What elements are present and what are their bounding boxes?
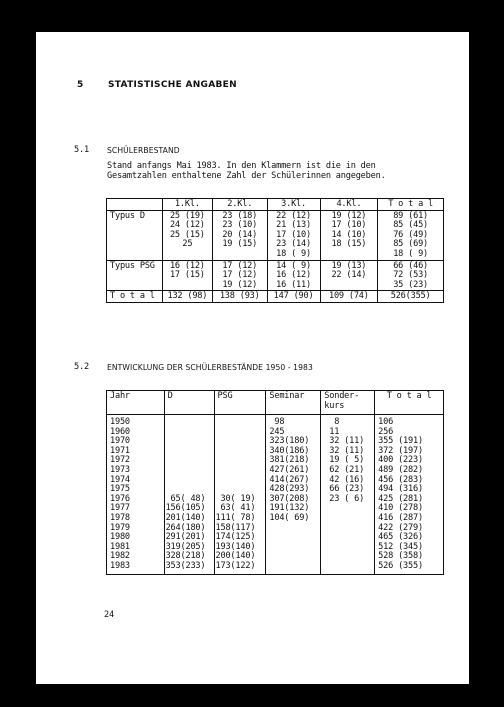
- cell-line: 1977: [110, 503, 130, 514]
- header-cell: Sonder- kurs: [321, 391, 375, 415]
- entwicklung-table: [106, 390, 444, 575]
- cell-lines: [378, 260, 444, 291]
- cell-line: 85 (69): [393, 239, 429, 250]
- cell-line: 18 ( 9): [276, 248, 311, 259]
- cell-line: 1979: [110, 522, 130, 533]
- cell-line: 319(205): [165, 541, 206, 552]
- cell-line: 65( 48): [165, 493, 206, 504]
- cell-line: 30( 19): [215, 493, 256, 504]
- cell-line: [269, 533, 317, 543]
- section1-title: SCHÜLERBESTAND: [107, 146, 180, 155]
- cell-line: 1982: [110, 551, 130, 562]
- cell-line: 528 (358): [378, 551, 423, 562]
- cell-line: 11: [324, 426, 340, 437]
- header-cell: [107, 199, 163, 211]
- column-jahr: [107, 415, 165, 575]
- cell-line: 1974: [110, 474, 130, 485]
- cell-line: [269, 552, 317, 562]
- table-row: [107, 415, 444, 575]
- cell-line: [216, 437, 263, 447]
- chapter-number: 5: [77, 80, 84, 90]
- cell-line: [166, 456, 211, 466]
- cell-line: 72 (53): [393, 270, 429, 281]
- cell-line: [269, 562, 317, 572]
- cell-line: 489 (282): [378, 464, 423, 475]
- cell-line: 18 (15): [331, 239, 367, 250]
- cell-line: 24 (12): [169, 220, 205, 231]
- cell-line: 20 (14): [222, 229, 258, 240]
- header-cell: Jahr: [107, 391, 165, 415]
- cell-line: 245: [269, 426, 285, 437]
- cell-line: 17 (12): [222, 260, 258, 271]
- cell-lines: [212, 260, 267, 291]
- cell-line: 23 ( 6): [324, 493, 365, 504]
- cell-line: 381(218): [269, 455, 310, 466]
- cell-line: 512 (345): [378, 541, 423, 552]
- cell-line: 8: [324, 417, 340, 427]
- cell-lines: [212, 291, 267, 303]
- cell-line: 98: [269, 417, 285, 427]
- cell-line: [324, 543, 371, 553]
- cell-line: 85 (45): [393, 220, 429, 231]
- header-cell: 1.Kl.: [162, 199, 212, 211]
- cell-line: 353(233): [165, 560, 206, 571]
- cell-line: 1972: [110, 455, 130, 466]
- cell-line: [216, 428, 263, 438]
- cell-line: 1983: [110, 560, 130, 571]
- cell-lines: [320, 260, 378, 291]
- table-header-row: [107, 199, 444, 211]
- section1-number: 5.1: [74, 145, 89, 155]
- cell-line: [324, 504, 371, 514]
- cell-line: 355 (191): [378, 436, 423, 447]
- cell-line: [324, 524, 371, 534]
- cell-line: 147 (90): [273, 291, 314, 302]
- cell-line: 428(293): [269, 484, 310, 495]
- cell-line: [269, 524, 317, 534]
- cell-line: 173(122): [215, 560, 256, 571]
- section2-number: 5.2: [74, 362, 89, 372]
- cell-line: 400 (223): [378, 455, 423, 466]
- cell-line: 158(117): [215, 522, 256, 533]
- cell-line: 1973: [110, 464, 130, 475]
- column-seminar: [266, 415, 321, 575]
- cell-lines: [267, 210, 320, 260]
- header-cell: PSG: [214, 391, 266, 415]
- cell-line: 23 (10): [222, 220, 258, 231]
- cell-line: [166, 418, 211, 428]
- cell-line: 18 ( 9): [393, 248, 429, 259]
- cell-line: [324, 533, 371, 543]
- cell-line: 1976: [110, 493, 130, 504]
- section1-intro-line2: Gesamtzahlen enthaltene Zahl der Schülerinnen angegeben.: [107, 171, 386, 181]
- cell-line: 264(180): [165, 522, 206, 533]
- cell-line: 425 (281): [378, 493, 423, 504]
- cell-line: [216, 456, 263, 466]
- header-cell: D: [164, 391, 214, 415]
- cell-lines: [212, 210, 267, 260]
- cell-line: 19 (13): [331, 260, 367, 271]
- cell-line: 1970: [110, 436, 130, 447]
- cell-line: 156(105): [165, 503, 206, 514]
- cell-line: [216, 418, 263, 428]
- cell-line: 340(186): [269, 445, 310, 456]
- cell-line: 14 ( 9): [276, 260, 311, 271]
- cell-line: 32 (11): [324, 436, 365, 447]
- cell-line: [324, 514, 371, 524]
- section2-title: ENTWICKLUNG DER SCHÜLERBESTÄNDE 1950 - 1983: [107, 363, 313, 372]
- cell-line: 132 (98): [167, 291, 208, 302]
- cell-line: [166, 466, 211, 476]
- cell-line: 23 (14): [276, 239, 311, 250]
- row-label: T o t a l: [107, 291, 163, 303]
- cell-lines: [162, 291, 212, 303]
- cell-lines: [320, 210, 378, 260]
- cell-line: 16 (12): [276, 270, 311, 281]
- cell-line: 25: [182, 239, 193, 250]
- table-row: [107, 210, 444, 260]
- cell-line: 307(208): [269, 493, 310, 504]
- cell-line: 1971: [110, 445, 130, 456]
- cell-line: 323(180): [269, 436, 310, 447]
- cell-line: 372 (197): [378, 445, 423, 456]
- cell-line: [166, 437, 211, 447]
- cell-line: 22 (14): [331, 270, 367, 281]
- header-cell: 3.Kl.: [267, 199, 320, 211]
- cell-line: [324, 552, 371, 562]
- cell-line: 23 (18): [222, 210, 258, 221]
- cell-line: 111( 78): [215, 512, 256, 523]
- cell-line: 109 (74): [328, 291, 369, 302]
- column-sonderkurs: [321, 415, 375, 575]
- row-label: Typus PSG: [107, 260, 163, 291]
- cell-line: 19 ( 5): [324, 455, 365, 466]
- schuelerbestand-table: [106, 198, 444, 303]
- cell-line: 17 (15): [169, 270, 205, 281]
- cell-lines: [378, 291, 444, 303]
- column-psg: [214, 415, 266, 575]
- table-header-row: [107, 391, 444, 415]
- cell-lines: [267, 260, 320, 291]
- chapter-title: STATISTISCHE ANGABEN: [108, 80, 237, 90]
- cell-line: 174(125): [215, 532, 256, 543]
- cell-line: [216, 447, 263, 457]
- cell-line: 17 (10): [276, 229, 311, 240]
- cell-line: 456 (283): [378, 474, 423, 485]
- cell-line: 17 (12): [222, 270, 258, 281]
- page-number: 24: [104, 610, 114, 620]
- column-d: [164, 415, 214, 575]
- cell-line: [166, 428, 211, 438]
- cell-line: 35 (23): [393, 279, 429, 290]
- cell-line: 410 (278): [378, 503, 423, 514]
- cell-line: 1980: [110, 532, 130, 543]
- header-cell: Seminar: [266, 391, 321, 415]
- cell-line: 17 (10): [331, 220, 367, 231]
- cell-line: 1981: [110, 541, 130, 552]
- cell-line: 32 (11): [324, 445, 365, 456]
- cell-line: 191(132): [269, 503, 310, 514]
- cell-lines: [267, 291, 320, 303]
- cell-line: 62 (21): [324, 464, 365, 475]
- cell-line: 63( 41): [215, 503, 256, 514]
- cell-line: [166, 476, 211, 486]
- cell-line: 19 (15): [222, 239, 258, 250]
- cell-line: 14 (10): [331, 229, 367, 240]
- document-page: [36, 32, 469, 684]
- cell-line: 19 (12): [331, 210, 367, 221]
- cell-line: [216, 476, 263, 486]
- cell-line: 22 (12): [276, 210, 311, 221]
- header-cell: T o t a l: [375, 391, 444, 415]
- cell-line: 422 (279): [378, 522, 423, 533]
- header-cell: T o t a l: [378, 199, 444, 211]
- cell-line: 1950: [110, 417, 130, 427]
- cell-line: 1975: [110, 484, 130, 495]
- cell-line: 66 (23): [324, 484, 365, 495]
- cell-line: 21 (13): [276, 220, 311, 231]
- cell-line: 89 (61): [393, 210, 429, 221]
- cell-line: 494 (316): [378, 484, 423, 495]
- cell-line: 1960: [110, 426, 130, 437]
- cell-line: 427(261): [269, 464, 310, 475]
- cell-line: 201(140): [165, 512, 206, 523]
- cell-line: 42 (16): [324, 474, 365, 485]
- cell-lines: [162, 210, 212, 260]
- cell-line: [216, 466, 263, 476]
- cell-line: 526(355): [390, 291, 431, 302]
- header-cell: 4.Kl.: [320, 199, 378, 211]
- cell-line: 193(140): [215, 541, 256, 552]
- cell-line: 16 (11): [276, 279, 311, 290]
- cell-line: 465 (326): [378, 532, 423, 543]
- section1-intro-line1: Stand anfangs Mai 1983. In den Klammern ist die in den: [107, 161, 376, 171]
- header-cell: 2.Kl.: [212, 199, 267, 211]
- cell-line: 104( 69): [269, 512, 310, 523]
- cell-lines: [162, 260, 212, 291]
- cell-line: 19 (12): [222, 279, 258, 290]
- cell-line: 291(201): [165, 532, 206, 543]
- cell-line: 25 (15): [169, 229, 205, 240]
- cell-lines: [378, 210, 444, 260]
- cell-line: [166, 447, 211, 457]
- cell-line: 414(267): [269, 474, 310, 485]
- cell-line: 138 (93): [219, 291, 260, 302]
- cell-line: 328(218): [165, 551, 206, 562]
- row-label: Typus D: [107, 210, 163, 260]
- cell-line: 416 (287): [378, 512, 423, 523]
- table-row: [107, 260, 444, 291]
- cell-line: 16 (12): [169, 260, 205, 271]
- cell-line: [269, 543, 317, 553]
- cell-line: [324, 562, 371, 572]
- cell-line: 66 (46): [393, 260, 429, 271]
- table-row-total: [107, 291, 444, 303]
- cell-line: 526 (355): [378, 560, 423, 571]
- cell-line: 200(140): [215, 551, 256, 562]
- cell-line: 106: [378, 417, 394, 427]
- cell-line: 1978: [110, 512, 130, 523]
- cell-lines: [320, 291, 378, 303]
- column-total: [375, 415, 444, 575]
- cell-line: 76 (49): [393, 229, 429, 240]
- cell-line: 256: [378, 426, 394, 437]
- cell-line: 25 (19): [169, 210, 205, 221]
